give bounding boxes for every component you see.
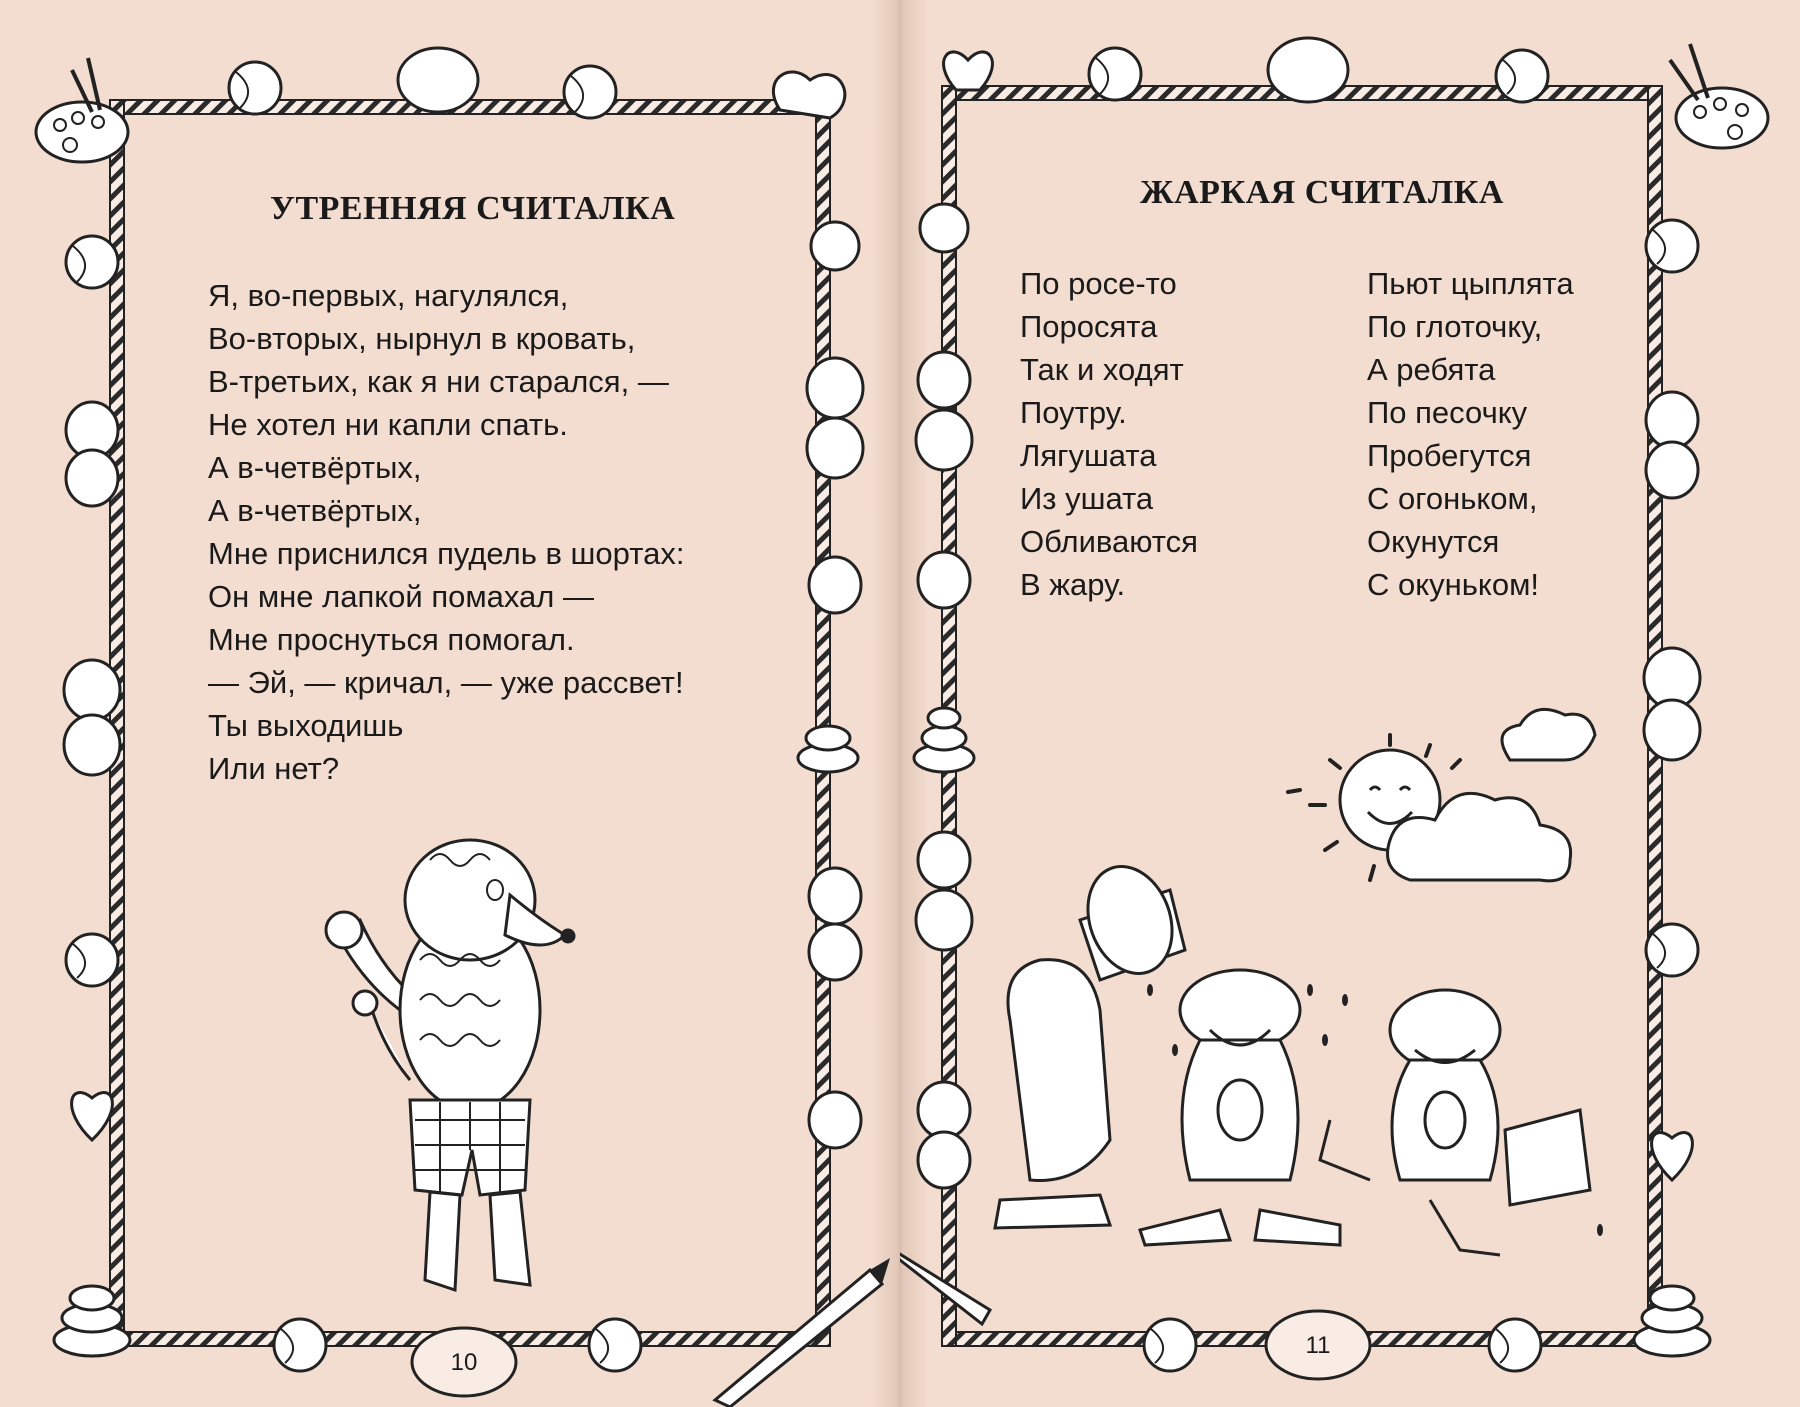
verse-line: Поутру.: [1020, 395, 1127, 430]
verse-line: Из ушата: [1020, 481, 1154, 516]
left-page-title: УТРЕННЯЯ СЧИТАЛКА: [270, 190, 676, 227]
verse-line: С окуньком!: [1367, 567, 1539, 602]
verse-line: По песочку: [1367, 395, 1528, 430]
verse-line: По глоточку,: [1367, 309, 1543, 344]
verse-line: Я, во-первых, нагулялся,: [208, 278, 569, 313]
verse-line: Во-вторых, нырнул в кровать,: [208, 321, 636, 356]
verse-line: С огоньком,: [1367, 481, 1538, 516]
right-page-title: ЖАРКАЯ СЧИТАЛКА: [1140, 174, 1504, 211]
verse-line: Ты выходишь: [208, 708, 404, 743]
verse-line: А ребята: [1367, 352, 1496, 387]
verse-line: Не хотел ни капли спать.: [208, 407, 568, 442]
verse-line: Лягушата: [1020, 438, 1157, 473]
verse-line: Мне приснился пудель в шортах:: [208, 536, 685, 571]
verse-line: Окунутся: [1367, 524, 1500, 559]
verse-line: Или нет?: [208, 751, 340, 786]
verse-line: Так и ходят: [1020, 352, 1184, 387]
frogs-with-bucket-and-sun-icon: [900, 0, 1800, 1407]
verse-line: Обливаются: [1020, 524, 1198, 559]
left-page-number: 10: [450, 1349, 478, 1376]
verse-line: В жару.: [1020, 567, 1126, 602]
verse-line: А в-четвёртых,: [208, 493, 422, 528]
right-page: [900, 0, 1800, 1407]
verse-line: — Эй, — кричал, — уже рассвет!: [208, 665, 684, 700]
right-page-number: 11: [1305, 1332, 1331, 1359]
verse-line: В-третьих, как я ни старался, —: [208, 364, 669, 399]
verse-line: Мне проснуться помогал.: [208, 622, 575, 657]
verse-line: По росе-то: [1020, 266, 1177, 301]
verse-line: А в-четвёртых,: [208, 450, 422, 485]
verse-line: Пробегутся: [1367, 438, 1532, 473]
verse-line: Поросята: [1020, 309, 1158, 344]
verse-line: Он мне лапкой помахал —: [208, 579, 595, 614]
verse-line: Пьют цыплята: [1367, 266, 1574, 301]
